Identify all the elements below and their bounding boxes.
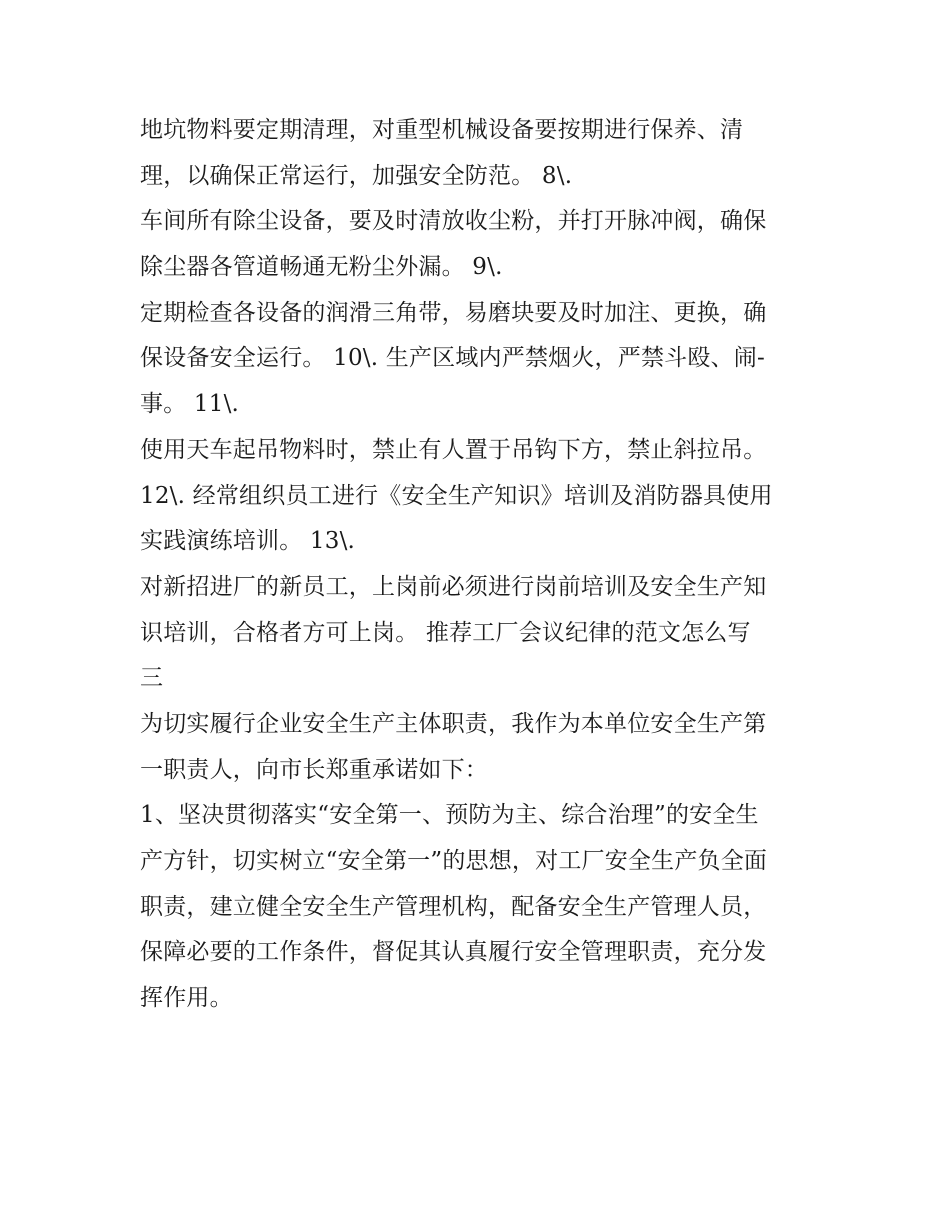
text-line: 保障必要的工作条件，督促其认真履行安全管理职责，充分发 xyxy=(140,939,767,966)
text-line: 地坑物料要定期清理，对重型机械设备要按期进行保养、清 xyxy=(140,117,744,143)
text-line: 12\. 经常组织员工进行《安全生产知识》培训及消防器具使用 xyxy=(140,482,773,509)
text-line: 1、坚决贯彻落实“安全第一、预防为主、综合治理”的安全生 xyxy=(140,802,759,829)
text-line: 理，以确保正常运行，加强安全防范。 8\. xyxy=(140,162,573,189)
text-line: 职责，建立健全安全生产管理机构，配备安全生产管理人员， xyxy=(140,893,767,920)
text-line: 定期检查各设备的润滑三角带，易磨块要及时加注、更换，确 xyxy=(140,299,767,326)
text-line: 除尘器各管道畅通无粉尘外漏。 9\. xyxy=(140,254,503,281)
text-line: 产方针，切实树立“安全第一”的思想，对工厂安全生产负全面 xyxy=(140,848,768,874)
text-line: 对新招进厂的新员工，上岗前必须进行岗前培训及安全生产知 xyxy=(140,573,767,600)
text-line: 挥作用。 xyxy=(140,985,233,1012)
text-line: 保设备安全运行。 10\. 生产区域内严禁烟火，严禁斗殴、闹- xyxy=(140,345,765,372)
text-line: 使用天车起吊物料时，禁止有人置于吊钩下方，禁止斜拉吊。 xyxy=(140,436,767,463)
section-heading: 三 xyxy=(140,665,164,692)
body-text xyxy=(140,108,820,1022)
text-line: 事。 11\. xyxy=(140,391,240,418)
text-line: 一职责人，向市长郑重承诺如下： xyxy=(140,756,488,783)
text-line: 为切实履行企业安全生产主体职责，我作为本单位安全生产第 xyxy=(140,710,767,737)
text-line: 实践演练培训。 13\. xyxy=(140,528,356,555)
text-line: 识培训，合格者方可上岗。 推荐工厂会议纪律的范文怎么写 xyxy=(140,619,751,646)
text-line: 车间所有除尘设备，要及时清放收尘粉，并打开脉冲阀，确保 xyxy=(140,208,767,235)
